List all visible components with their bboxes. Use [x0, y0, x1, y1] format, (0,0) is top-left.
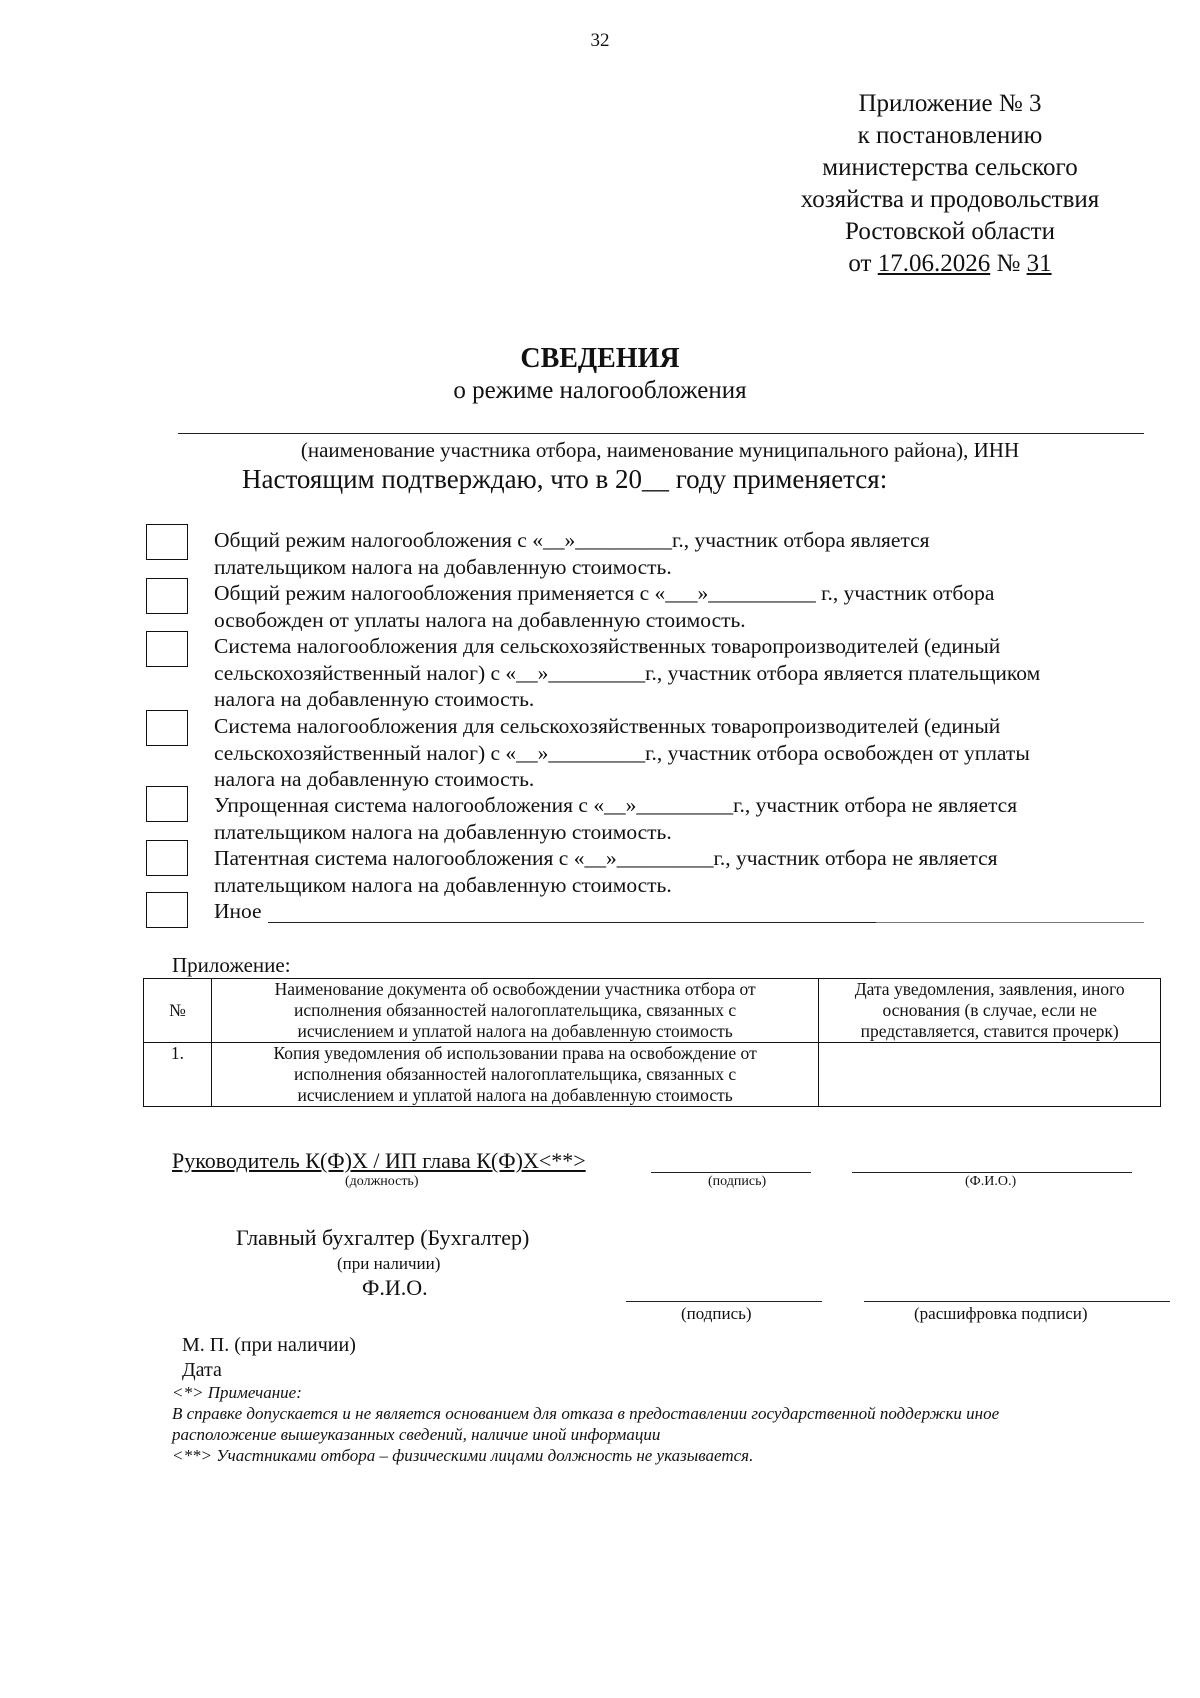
- option-text-1: [214, 527, 1144, 580]
- option-line: Система налогообложения для сельскохозяйственных товаропроизводителей (единый: [214, 714, 1001, 738]
- header-num: №: [144, 979, 212, 1043]
- option-text-6: [214, 845, 1144, 898]
- date-label: Дата: [182, 1359, 222, 1381]
- annex-line: хозяйства и продовольствия: [800, 186, 1100, 213]
- accountant-title: Главный бухгалтер (Бухгалтер): [236, 1225, 530, 1250]
- option-line: плательщиком налога на добавленную стоимость.: [214, 872, 672, 897]
- accountant-if-present: (при наличии): [337, 1254, 441, 1273]
- option-line: Система налогообложения для сельскохозяйственных товаропроизводителей (единый: [214, 634, 1001, 658]
- option-line: сельскохозяйственный налог) с «__»_________г., участник отбора освобожден от уплаты: [214, 740, 1030, 765]
- header-date: [819, 979, 1161, 1043]
- participant-name-caption: (наименование участника отбора, наименование муниципального района), ИНН: [300, 438, 1020, 462]
- fio-caption: (Ф.И.О.): [965, 1174, 1017, 1189]
- annex-from: от: [848, 250, 872, 277]
- signature-caption: (подпись): [708, 1174, 767, 1189]
- appendix-table: [143, 978, 1161, 1107]
- option-line: сельскохозяйственный налог) с «__»_________г., участник отбора является плательщиком: [214, 660, 1041, 685]
- option-line: Общий режим налогообложения с «__»_________г., участник отбора является: [214, 528, 930, 552]
- decoding-caption: (расшифровка подписи): [914, 1304, 1088, 1323]
- header-document-line: исчислением и уплатой налога на добавленную стоимость: [297, 1021, 733, 1041]
- checkbox-option-1[interactable]: [146, 524, 188, 560]
- annex-number: 31: [1026, 250, 1052, 277]
- header-document: [211, 979, 818, 1043]
- annex-line: Приложение № 3: [858, 90, 1042, 117]
- header-document-line: исполнения обязанностей налогоплательщика, связанных с: [294, 1000, 737, 1020]
- annex-date-line: [780, 248, 1120, 280]
- option-text-2: [214, 580, 1144, 633]
- option-line: Общий режим налогообложения применяется с «___»__________ г., участник отбора: [214, 581, 995, 605]
- option-line: Упрощенная система налогообложения с «__»_________г., участник отбора не является: [214, 793, 1018, 817]
- note-text: <**> Участниками отбора – физическими лицами должность не указывается.: [172, 1446, 754, 1465]
- accountant-fio: Ф.И.О.: [362, 1275, 428, 1300]
- note-text: расположение вышеуказанных сведений, наличие иной информации: [172, 1425, 661, 1444]
- stamp-label: М. П. (при наличии): [182, 1334, 356, 1356]
- position-caption: (должность): [345, 1174, 419, 1189]
- document-title: СВЕДЕНИЯ: [520, 343, 680, 374]
- checkbox-option-5[interactable]: [146, 786, 188, 822]
- annex-line: министерства сельского: [822, 154, 1078, 181]
- annex-number-sign: №: [996, 250, 1021, 277]
- annex-block: [780, 88, 1120, 280]
- annex-line: к постановлению: [857, 122, 1043, 149]
- head-fio-line[interactable]: [852, 1172, 1132, 1173]
- other-fill-line-2[interactable]: [876, 922, 1144, 923]
- header-document-line: Наименование документа об освобождении участника отбора от: [274, 979, 756, 999]
- checkbox-option-6[interactable]: [146, 840, 188, 876]
- table-header-row: [144, 979, 1161, 1043]
- accountant-signature-line[interactable]: [626, 1301, 822, 1302]
- page-number: 32: [590, 30, 610, 51]
- option-line: налога на добавленную стоимость.: [214, 767, 535, 791]
- head-signature-line[interactable]: [651, 1172, 811, 1173]
- checkbox-option-3[interactable]: [146, 631, 188, 667]
- header-date-line: Дата уведомления, заявления, иного: [854, 979, 1125, 999]
- notes-block: [172, 1382, 1162, 1466]
- note-text: В справке допускается и не является основанием для отказа в предоставлении государственной поддержки иное: [172, 1404, 1000, 1423]
- option-text-3: [214, 633, 1144, 713]
- note-title: <*> Примечание:: [172, 1383, 302, 1402]
- accountant-signature-caption: (подпись): [681, 1304, 752, 1323]
- row-document-line: исчислением и уплатой налога на добавленную стоимость: [297, 1085, 733, 1105]
- appendix-label: Приложение:: [172, 953, 291, 977]
- option-text-5: [214, 792, 1144, 845]
- header-date-line: основания (в случае, если не: [882, 1000, 1097, 1020]
- option-other-label: Иное: [214, 899, 262, 923]
- checkbox-option-2[interactable]: [146, 578, 188, 614]
- annex-line: Ростовской области: [845, 218, 1055, 245]
- option-text-4: [214, 713, 1144, 793]
- option-line: освобожден от уплаты налога на добавленную стоимость.: [214, 607, 746, 632]
- option-line: плательщиком налога на добавленную стоимость.: [214, 819, 672, 844]
- head-position: Руководитель К(Ф)Х / ИП глава К(Ф)Х<**>: [172, 1148, 586, 1173]
- checkbox-option-4[interactable]: [146, 710, 188, 746]
- option-line: налога на добавленную стоимость.: [214, 687, 535, 711]
- row-document: [211, 1043, 818, 1107]
- row-document-line: Копия уведомления об использовании права на освобождение от: [273, 1043, 757, 1063]
- other-fill-line[interactable]: [268, 922, 876, 923]
- participant-name-line: [178, 433, 1144, 434]
- option-line: плательщиком налога на добавленную стоимость.: [214, 554, 672, 579]
- option-text-7: [214, 898, 1144, 925]
- row-date[interactable]: [819, 1043, 1161, 1107]
- row-document-line: исполнения обязанностей налогоплательщика, связанных с: [294, 1064, 737, 1084]
- checkbox-option-7[interactable]: [146, 892, 188, 928]
- row-num: 1.: [144, 1043, 212, 1107]
- document-subtitle: о режиме налогообложения: [453, 377, 747, 404]
- annex-date: 17.06.2026: [877, 250, 991, 277]
- accountant-decoding-line[interactable]: [864, 1301, 1170, 1302]
- header-date-line: представляется, ставится прочерк): [860, 1021, 1119, 1041]
- option-line: Патентная система налогообложения с «__»_________г., участник отбора не является: [214, 846, 998, 870]
- confirm-statement: Настоящим подтверждаю, что в 20__ году применяется:: [242, 464, 888, 494]
- table-row: [144, 1043, 1161, 1107]
